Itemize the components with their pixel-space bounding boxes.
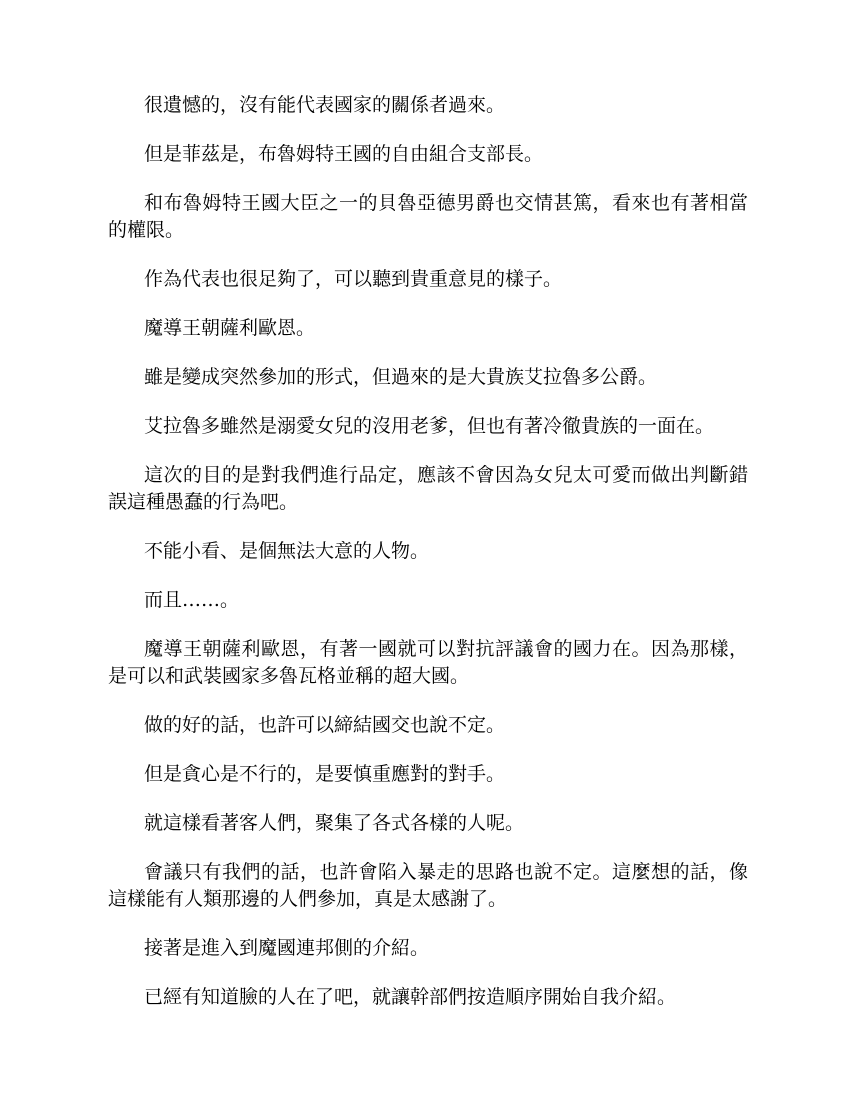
paragraph-12: 做的好的話，也許可以締結國交也說不定。 — [144, 714, 506, 736]
paragraph-2: 但是菲茲是，布魯姆特王國的自由組合支部長。 — [144, 143, 544, 165]
paragraph-17: 已經有知道臉的人在了吧，就讓幹部們按造順序開始自我介紹。 — [144, 986, 677, 1008]
paragraph-10: 而且……。 — [144, 589, 240, 611]
paragraph-5: 魔導王朝薩利歐恩。 — [144, 317, 316, 339]
paragraph-11: 魔導王朝薩利歐恩，有著一國就可以對抗評議會的國力在。因為那樣，是可以和武裝國家多魯瓦格並稱的超大國。 — [108, 638, 748, 687]
paragraph-9: 不能小看、是個無法大意的人物。 — [144, 540, 430, 562]
paragraph-4: 作為代表也很足夠了，可以聽到貴重意見的樣子。 — [144, 268, 563, 290]
paragraph-14: 就這樣看著客人們，聚集了各式各樣的人呢。 — [144, 812, 525, 834]
paragraph-6: 雖是變成突然參加的形式，但過來的是大貴族艾拉魯多公爵。 — [144, 366, 658, 388]
paragraph-13: 但是貪心是不行的，是要慎重應對的對手。 — [144, 763, 506, 785]
paragraph-3: 和布魯姆特王國大臣之一的貝魯亞德男爵也交情甚篤，看來也有著相當的權限。 — [108, 192, 748, 241]
paragraph-7: 艾拉魯多雖然是溺愛女兒的沒用老爹，但也有著冷徹貴族的一面在。 — [144, 415, 715, 437]
paragraph-8: 這次的目的是對我們進行品定，應該不會因為女兒太可愛而做出判斷錯誤這種愚蠢的行為吧。 — [108, 464, 748, 513]
paragraph-16: 接著是進入到魔國連邦側的介紹。 — [144, 937, 430, 959]
paragraph-15: 會議只有我們的話，也許會陷入暴走的思路也說不定。這麼想的話，像這樣能有人類那邊的人們參加，真是太感謝了。 — [108, 861, 748, 910]
document-body — [108, 92, 748, 1033]
paragraph-1: 很遺憾的，沒有能代表國家的關係者過來。 — [144, 94, 506, 116]
